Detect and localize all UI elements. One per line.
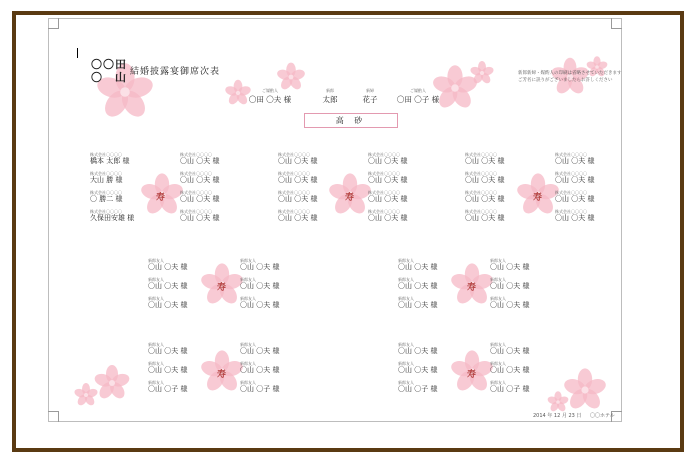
- guest-entry: [368, 152, 414, 166]
- guest-affiliation: 株式会社〇〇〇〇: [90, 152, 122, 157]
- guest-affiliation: 新郎友人: [148, 380, 164, 385]
- guest-entry: [465, 209, 511, 223]
- head-person: [308, 88, 352, 105]
- guest-entry: [490, 277, 536, 291]
- guest-entry: [555, 190, 601, 204]
- guest-name: 〇山 〇夫 様: [465, 157, 505, 165]
- guest-name: 〇山 〇夫 様: [278, 214, 318, 222]
- guest-entry: [465, 171, 511, 185]
- guest-entry: [555, 171, 601, 185]
- guest-entry: [180, 190, 226, 204]
- guest-name: 〇山 〇夫 様: [180, 176, 220, 184]
- guest-name: 〇山 〇夫 様: [465, 214, 505, 222]
- guest-name: 大山 勝 様: [90, 176, 123, 184]
- guest-entry: [148, 361, 194, 375]
- guest-name: 〇山 〇夫 様: [148, 301, 188, 309]
- guest-entry: [398, 258, 444, 272]
- guest-entry: [490, 380, 536, 394]
- guest-affiliation: 株式会社〇〇〇〇: [465, 190, 497, 195]
- guest-entry: [90, 152, 136, 166]
- guest-name: 〇山 〇夫 様: [398, 347, 438, 355]
- guest-name: 〇山 〇夫 様: [278, 176, 318, 184]
- guest-entry: [278, 209, 324, 223]
- guest-affiliation: 株式会社〇〇〇〇: [180, 171, 212, 176]
- guest-name: 〇山 〇夫 様: [240, 301, 280, 309]
- guest-affiliation: 株式会社〇〇〇〇: [180, 152, 212, 157]
- head-person: [348, 88, 392, 105]
- guest-affiliation: 新郎友人: [490, 361, 506, 366]
- guest-name: 〇山 〇夫 様: [148, 263, 188, 271]
- guest-entry: [90, 209, 136, 223]
- guest-entry: [490, 258, 536, 272]
- guest-entry: [240, 342, 286, 356]
- guest-affiliation: 新郎友人: [398, 277, 414, 282]
- guest-name: 〇山 〇夫 様: [490, 263, 530, 271]
- guest-name: 〇山 〇夫 様: [398, 366, 438, 374]
- guest-name: 〇山 〇夫 様: [398, 282, 438, 290]
- guest-affiliation: 株式会社〇〇〇〇: [555, 190, 587, 195]
- guest-name: 〇山 〇夫 様: [555, 176, 595, 184]
- guest-name: 〇山 〇夫 様: [148, 282, 188, 290]
- guest-entry: [555, 209, 601, 223]
- table-mark: 寿: [156, 193, 166, 203]
- guest-affiliation: 新郎友人: [398, 380, 414, 385]
- role-label: ご媒酌人: [262, 88, 278, 93]
- table-mark: 寿: [467, 370, 477, 380]
- footer-date: 2014 年 12 月 23 日: [533, 413, 582, 419]
- guest-affiliation: 株式会社〇〇〇〇: [278, 190, 310, 195]
- guest-entry: [240, 296, 286, 310]
- guest-name: 〇山 〇子 様: [398, 385, 438, 393]
- guest-name: 〇山 〇夫 様: [398, 301, 438, 309]
- guest-name: 〇山 〇夫 様: [465, 176, 505, 184]
- person-name: 太郎: [322, 95, 338, 104]
- guest-name: 〇山 〇夫 様: [180, 157, 220, 165]
- guest-name: 〇山 〇夫 様: [490, 301, 530, 309]
- head-person: [396, 88, 440, 105]
- role-label: 新郎: [326, 88, 334, 93]
- guest-affiliation: 新郎友人: [490, 296, 506, 301]
- footer-venue: 〇〇ホテル: [590, 413, 615, 419]
- guest-entry: [278, 190, 324, 204]
- guest-affiliation: 株式会社〇〇〇〇: [465, 152, 497, 157]
- header-notes: [518, 70, 622, 84]
- guest-affiliation: 株式会社〇〇〇〇: [278, 171, 310, 176]
- role-label: 新婦: [366, 88, 374, 93]
- document-title: 結婚披露宴御席次表: [130, 67, 221, 77]
- guest-entry: [490, 361, 536, 375]
- guest-entry: [90, 190, 136, 204]
- guest-entry: [180, 152, 226, 166]
- guest-entry: [398, 342, 444, 356]
- guest-affiliation: 株式会社〇〇〇〇: [278, 152, 310, 157]
- guest-affiliation: 新郎友人: [398, 342, 414, 347]
- guest-affiliation: 株式会社〇〇〇〇: [90, 190, 122, 195]
- guest-affiliation: 新郎友人: [148, 296, 164, 301]
- guest-name: 〇山 〇夫 様: [368, 157, 408, 165]
- table-mark: 寿: [345, 193, 355, 203]
- guest-affiliation: 新郎友人: [240, 342, 256, 347]
- guest-affiliation: 新郎友人: [398, 258, 414, 263]
- head-table-label: 高 砂: [304, 113, 398, 128]
- guest-affiliation: 株式会社〇〇〇〇: [555, 209, 587, 214]
- guest-name: 〇山 〇夫 様: [555, 195, 595, 203]
- guest-entry: [490, 296, 536, 310]
- guest-entry: [240, 258, 286, 272]
- person-name: 花子: [362, 95, 378, 104]
- guest-name: 〇山 〇夫 様: [490, 366, 530, 374]
- guest-name: 〇山 〇子 様: [148, 385, 188, 393]
- guest-affiliation: 新郎友人: [398, 296, 414, 301]
- guest-entry: [398, 380, 444, 394]
- guest-affiliation: 株式会社〇〇〇〇: [368, 190, 400, 195]
- table-mark: 寿: [533, 193, 543, 203]
- head-person: [248, 88, 292, 105]
- guest-affiliation: 新郎友人: [240, 277, 256, 282]
- guest-entry: [148, 258, 194, 272]
- guest-entry: [278, 152, 324, 166]
- guest-affiliation: 新郎友人: [240, 361, 256, 366]
- guest-name: 〇山 〇夫 様: [148, 347, 188, 355]
- note-line: 新郎新婦・媒酌人の印刷は省略させていただきます: [518, 71, 622, 76]
- guest-entry: [398, 361, 444, 375]
- guest-entry: [490, 342, 536, 356]
- guest-affiliation: 株式会社〇〇〇〇: [465, 171, 497, 176]
- guest-affiliation: 株式会社〇〇〇〇: [90, 209, 122, 214]
- guest-name: 〇山 〇子 様: [490, 385, 530, 393]
- guest-name: 〇山 〇夫 様: [368, 214, 408, 222]
- guest-entry: [398, 277, 444, 291]
- role-label: ご媒酌人: [410, 88, 426, 93]
- guest-entry: [240, 361, 286, 375]
- guest-affiliation: 新郎友人: [148, 258, 164, 263]
- guest-name: 橋本 太郎 様: [90, 157, 130, 165]
- guest-entry: [148, 342, 194, 356]
- guest-affiliation: 新郎友人: [240, 380, 256, 385]
- guest-name: 〇山 〇夫 様: [368, 195, 408, 203]
- guest-affiliation: 新郎友人: [490, 258, 506, 263]
- guest-affiliation: 株式会社〇〇〇〇: [180, 209, 212, 214]
- guest-name: 〇山 〇夫 様: [398, 263, 438, 271]
- guest-name: 〇山 〇夫 様: [368, 176, 408, 184]
- guest-entry: [148, 296, 194, 310]
- guest-name: 〇山 〇夫 様: [148, 366, 188, 374]
- guest-affiliation: 株式会社〇〇〇〇: [180, 190, 212, 195]
- guest-name: 〇山 〇夫 様: [240, 366, 280, 374]
- guest-entry: [240, 277, 286, 291]
- guest-name: 〇山 〇夫 様: [180, 195, 220, 203]
- table-mark: 寿: [217, 370, 227, 380]
- guest-affiliation: 株式会社〇〇〇〇: [465, 209, 497, 214]
- guest-affiliation: 新郎友人: [398, 361, 414, 366]
- guest-entry: [180, 171, 226, 185]
- guest-affiliation: 株式会社〇〇〇〇: [368, 152, 400, 157]
- guest-entry: [465, 190, 511, 204]
- note-line: ご芳名に誤りがございましたらお許しください: [518, 78, 613, 83]
- guest-affiliation: 新郎友人: [490, 342, 506, 347]
- guest-affiliation: 株式会社〇〇〇〇: [368, 209, 400, 214]
- guest-entry: [465, 152, 511, 166]
- guest-entry: [148, 277, 194, 291]
- guest-entry: [90, 171, 136, 185]
- guest-entry: [278, 171, 324, 185]
- guest-name: 〇山 〇夫 様: [278, 195, 318, 203]
- guest-affiliation: 株式会社〇〇〇〇: [555, 171, 587, 176]
- guest-affiliation: 株式会社〇〇〇〇: [555, 152, 587, 157]
- guest-affiliation: 株式会社〇〇〇〇: [90, 171, 122, 176]
- guest-affiliation: 新郎友人: [148, 342, 164, 347]
- guest-entry: [555, 152, 601, 166]
- guest-affiliation: 新郎友人: [148, 277, 164, 282]
- guest-entry: [180, 209, 226, 223]
- guest-name: 〇山 〇夫 様: [180, 214, 220, 222]
- guest-name: 〇山 〇夫 様: [240, 282, 280, 290]
- guest-name: 〇山 〇夫 様: [490, 347, 530, 355]
- guest-name: 久保田安雄 様: [90, 214, 135, 222]
- guest-name: 〇 勝二 様: [90, 195, 123, 203]
- table-mark: 寿: [467, 283, 477, 293]
- guest-entry: [148, 380, 194, 394]
- guest-affiliation: 新郎友人: [148, 361, 164, 366]
- guest-name: 〇山 〇夫 様: [278, 157, 318, 165]
- guest-affiliation: 新郎友人: [490, 380, 506, 385]
- guest-entry: [368, 209, 414, 223]
- person-name: 〇田 〇夫 様: [248, 95, 292, 104]
- guest-name: 〇山 〇夫 様: [555, 157, 595, 165]
- guest-affiliation: 新郎友人: [240, 258, 256, 263]
- guest-name: 〇山 〇夫 様: [465, 195, 505, 203]
- bride-family-name: 〇 山: [91, 71, 127, 84]
- guest-entry: [240, 380, 286, 394]
- guest-name: 〇山 〇夫 様: [555, 214, 595, 222]
- groom-family-name: 〇〇田: [91, 58, 127, 71]
- guest-name: 〇山 〇夫 様: [240, 263, 280, 271]
- person-name: 〇田 〇子 様: [396, 95, 440, 104]
- guest-affiliation: 株式会社〇〇〇〇: [278, 209, 310, 214]
- guest-affiliation: 新郎友人: [240, 296, 256, 301]
- guest-entry: [398, 296, 444, 310]
- guest-name: 〇山 〇夫 様: [240, 347, 280, 355]
- guest-entry: [368, 171, 414, 185]
- guest-affiliation: 新郎友人: [490, 277, 506, 282]
- guest-name: 〇山 〇子 様: [240, 385, 280, 393]
- guest-affiliation: 株式会社〇〇〇〇: [368, 171, 400, 176]
- guest-name: 〇山 〇夫 様: [490, 282, 530, 290]
- table-mark: 寿: [217, 283, 227, 293]
- guest-entry: [368, 190, 414, 204]
